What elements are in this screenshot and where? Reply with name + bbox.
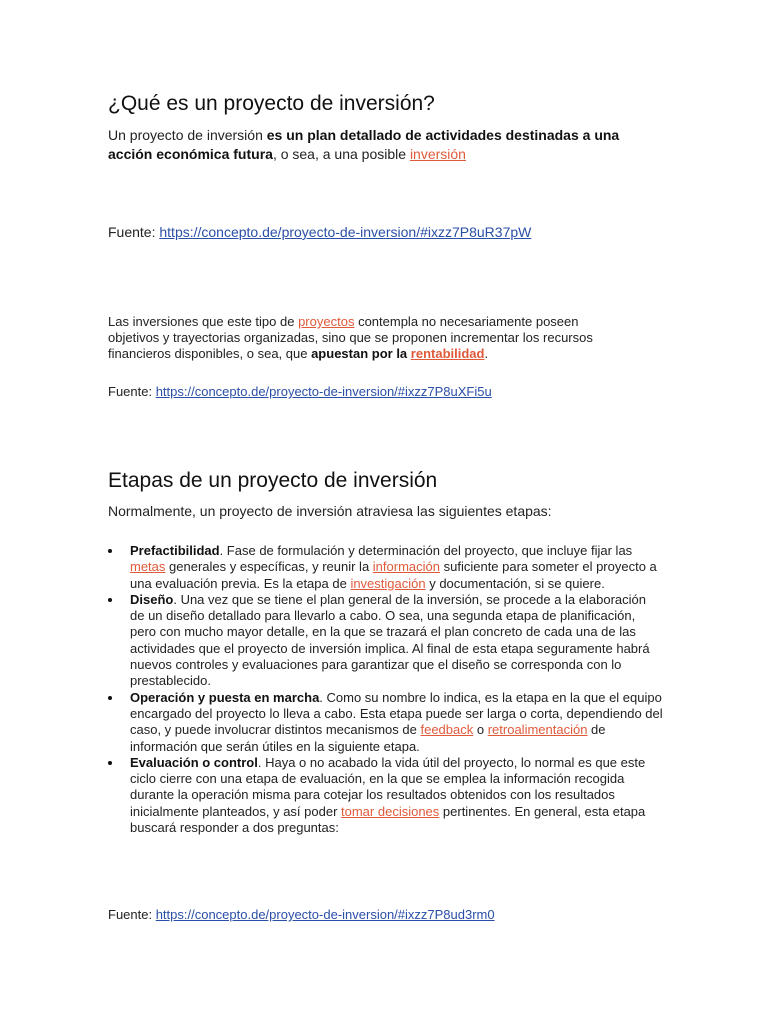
link-feedback[interactable]: feedback — [420, 722, 474, 738]
link-investigacion[interactable]: investigación — [350, 575, 426, 591]
source-1-link[interactable]: https://concepto.de/proyecto-de-inversion/#ixzz7P8uR37pW — [159, 224, 532, 240]
link-inversion[interactable]: inversión — [409, 146, 466, 162]
list-item-prefactibilidad: Prefactibilidad. Fase de formulación y determinación del proyecto, que incluye fijar las metas generales y específicas, y reunir la información suficiente para someter el proyecto a una evaluación previa. Es la etapa de investigación y documentación, si se quiere. — [108, 543, 664, 592]
source-3: Fuente: https://concepto.de/proyecto-de-inversion/#ixzz7P8ud3rm0 — [108, 907, 495, 922]
link-informacion[interactable]: información — [372, 559, 440, 575]
source-1: Fuente: https://concepto.de/proyecto-de-inversion/#ixzz7P8uR37pW — [108, 224, 532, 240]
section1-intro: Un proyecto de inversión es un plan detallado de actividades destinadas a una acción económica futura, o sea, a una posible inversión — [108, 127, 620, 162]
link-tomar-decisiones[interactable]: tomar decisiones — [341, 803, 440, 819]
section1-paragraph2: Las inversiones que este tipo de proyectos contempla no necesariamente poseen objetivos y trayectorias organizadas, sino que se proponen incrementar los recursos financieros disponibles, o sea, que apuestan por la rentabilidad. — [108, 314, 593, 361]
intro-bold-phrase: es un plan detallado de actividades destinadas a una acción económica futura — [108, 127, 620, 162]
link-proyectos[interactable]: proyectos — [298, 314, 355, 329]
source-2: Fuente: https://concepto.de/proyecto-de-inversion/#ixzz7P8uXFi5u — [108, 384, 492, 399]
list-item-evaluacion: Evaluación o control. Haya o no acabado la vida útil del proyecto, lo normal es que este ciclo cierre con una etapa de evaluación, en la que se emplea la información recogida durante la operación misma para cotejar los resultados obtenidos con los resultados inicialmente planteados, y así poder tomar decisiones pertinentes. En general, esta etapa buscará responder a dos preguntas: — [108, 755, 664, 836]
section2-intro: Normalmente, un proyecto de inversión atraviesa las siguientes etapas: — [108, 503, 552, 519]
link-retroalimentacion[interactable]: retroalimentación — [487, 722, 588, 738]
section1-title: ¿Qué es un proyecto de inversión? — [108, 92, 435, 115]
list-item-operacion: Operación y puesta en marcha. Como su nombre lo indica, es la etapa en la que el equipo encargado del proyecto lo lleva a cabo. Esta etapa puede ser larga o corta, dependiendo del caso, y puede involucrar distintos mecanismos de feedback o retroalimentación de información que serán útiles en la siguiente etapa. — [108, 690, 664, 755]
section2-title: Etapas de un proyecto de inversión — [108, 469, 438, 492]
list-item-diseno: Diseño. Una vez que se tiene el plan general de la inversión, se procede a la elaboración de un diseño detallado para llevarlo a cabo. O sea, una segunda etapa de planificación, pero con mucho mayor detalle, en la que se trazará el plan concreto de cada una de las actividades que el proyecto de inversión implica. Al final de esta etapa seguramente habrá nuevos controles y evaluaciones para garantizar que el diseño se corresponda con lo prestablecido. — [108, 592, 664, 690]
link-rentabilidad[interactable]: rentabilidad — [410, 346, 485, 361]
etapas-list — [108, 543, 664, 836]
link-metas[interactable]: metas — [130, 559, 166, 575]
source-3-link[interactable]: https://concepto.de/proyecto-de-inversion/#ixzz7P8ud3rm0 — [155, 907, 495, 922]
source-2-link[interactable]: https://concepto.de/proyecto-de-inversion/#ixzz7P8uXFi5u — [155, 384, 492, 399]
